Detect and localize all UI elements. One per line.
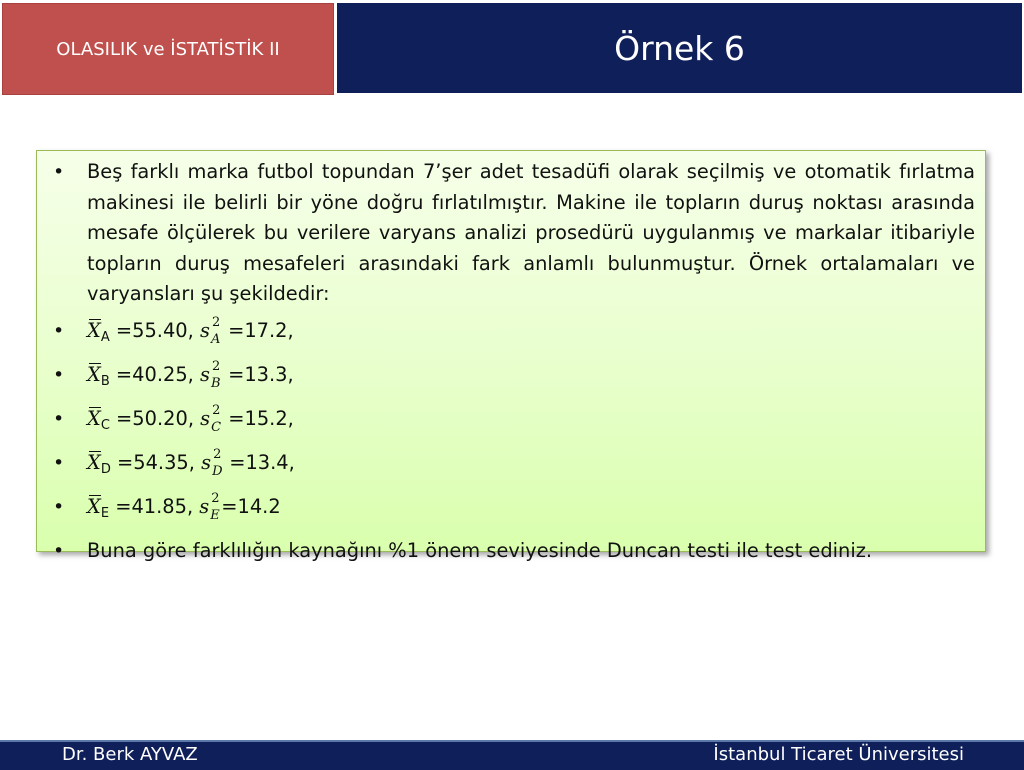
- bullet-list: [45, 157, 975, 567]
- mean-symbol: X: [87, 448, 101, 479]
- mean-subscript: D: [100, 462, 111, 477]
- bullet-icon: •: [53, 540, 65, 562]
- intro-text: Beş farklı marka futbol topundan 7’şer adet tesadüfi olarak seçilmiş ve otomatik fırlatma makinesi ile belirli bir yöne doğru fırlatılmıştır. Makine ile topların duruş noktası arasında mesafe ölçülerek bu verilere varyans analizi prosedürü uygulanmış ve markalar itibariyle topların duruş mesafeleri arasındaki fark anlamlı bulunmuştur. Örnek ortalamaları ve varyansları şu şekildedir:: [87, 160, 975, 305]
- footer-institution: İstanbul Ticaret Üniversitesi: [713, 744, 964, 765]
- mean-subscript: C: [100, 418, 110, 433]
- course-title-banner: [2, 3, 334, 95]
- variance-value: =15.2,: [222, 407, 294, 430]
- bullet-intro: [45, 157, 975, 310]
- bullet-stat-d: [45, 448, 975, 486]
- variance-value: =17.2,: [221, 319, 294, 342]
- bullet-stat-e: [45, 492, 975, 530]
- bullet-icon: •: [53, 496, 65, 518]
- mean-symbol: X: [87, 404, 101, 435]
- bullet-icon: •: [53, 320, 65, 342]
- variance-symbol: s 2 B: [199, 359, 221, 391]
- variance-symbol: s 2 E: [199, 491, 220, 523]
- slide-title-banner: [337, 3, 1022, 93]
- footer-bar: [0, 740, 1024, 770]
- bullet-stat-b: [45, 360, 975, 398]
- bullet-stat-c: [45, 404, 975, 442]
- bullet-icon: •: [53, 161, 65, 183]
- mean-subscript: A: [100, 330, 110, 345]
- bullet-icon: •: [53, 364, 65, 386]
- variance-symbol: s 2 D: [201, 447, 223, 479]
- bullet-icon: •: [53, 408, 65, 430]
- slide-title: Örnek 6: [614, 28, 745, 68]
- variance-symbol: s 2 A: [199, 315, 221, 347]
- bullet-icon: •: [53, 452, 65, 474]
- mean-symbol: X: [87, 316, 101, 347]
- mean-value: =41.85,: [109, 495, 200, 518]
- mean-subscript: B: [100, 374, 110, 389]
- variance-value: =13.4,: [223, 451, 295, 474]
- mean-value: =50.20,: [109, 407, 201, 430]
- variance-value: =13.3,: [221, 363, 294, 386]
- mean-symbol: X: [87, 360, 101, 391]
- mean-value: =54.35,: [110, 451, 202, 474]
- bullet-stat-a: [45, 316, 975, 354]
- course-title: OLASILIK ve İSTATİSTİK II: [56, 38, 280, 60]
- bullet-question: [45, 536, 975, 567]
- footer-author: Dr. Berk AYVAZ: [62, 744, 198, 765]
- content-box: [36, 150, 986, 562]
- variance-value: =14.2: [221, 495, 281, 518]
- question-text: Buna göre farklılığın kaynağını %1 önem seviyesinde Duncan testi ile test ediniz.: [87, 539, 873, 562]
- mean-value: =55.40,: [109, 319, 200, 342]
- mean-symbol: X: [87, 492, 101, 523]
- mean-value: =40.25,: [109, 363, 200, 386]
- mean-subscript: E: [100, 506, 110, 521]
- variance-symbol: s 2 C: [200, 403, 222, 435]
